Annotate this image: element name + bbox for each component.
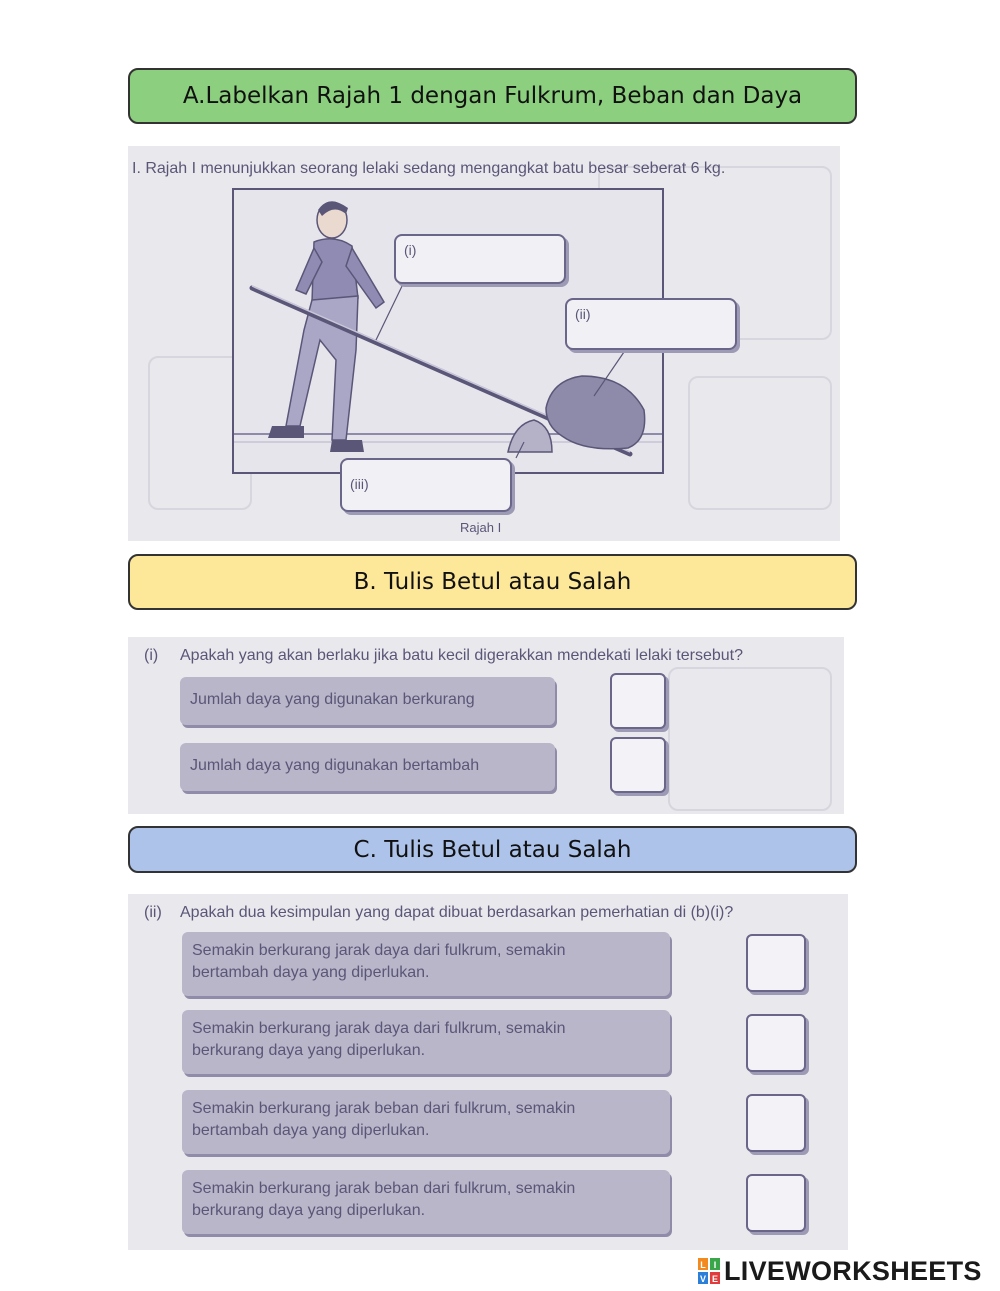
option-b-2-text: Jumlah daya yang digunakan bertambah xyxy=(190,757,480,774)
small-rock xyxy=(508,420,552,452)
answer-box-b-1[interactable] xyxy=(610,673,666,729)
option-c-2-line2: berkurang daya yang diperlukan. xyxy=(192,1042,426,1059)
answer-box-c-2[interactable] xyxy=(746,1014,806,1072)
label-box-iii[interactable] xyxy=(340,458,512,512)
diagram-question: I. Rajah I menunjukkan seorang lelaki sedang mengangkat batu besar seberat 6 kg. xyxy=(132,160,726,177)
option-c-3 xyxy=(182,1090,670,1154)
option-c-4 xyxy=(182,1170,670,1234)
option-c-4-line1: Semakin berkurang jarak beban dari fulkrum, semakin xyxy=(192,1180,576,1197)
option-b-1-text: Jumlah daya yang digunakan berkurang xyxy=(190,691,475,708)
option-c-1 xyxy=(182,932,670,996)
option-c-1-line2: bertambah daya yang diperlukan. xyxy=(192,964,430,981)
label-box-ii[interactable] xyxy=(565,298,737,350)
option-c-3-line1: Semakin berkurang jarak beban dari fulkrum, semakin xyxy=(192,1100,576,1117)
label-iii-text: (iii) xyxy=(350,476,369,492)
label-box-i[interactable] xyxy=(394,234,566,284)
label-ii-text: (ii) xyxy=(575,306,591,322)
option-c-2-line1: Semakin berkurang jarak daya dari fulkrum, semakin xyxy=(192,1020,566,1037)
answer-box-c-3[interactable] xyxy=(746,1094,806,1152)
section-b-banner xyxy=(128,554,857,610)
figure-caption: Rajah I xyxy=(460,520,502,535)
question-c-number: (ii) xyxy=(144,904,162,921)
answer-box-c-4[interactable] xyxy=(746,1174,806,1232)
section-c-title: C. Tulis Betul atau Salah xyxy=(353,836,632,863)
option-c-4-line2: berkurang daya yang diperlukan. xyxy=(192,1202,426,1219)
big-rock xyxy=(546,376,645,449)
label-i-text: (i) xyxy=(404,242,417,258)
man-figure xyxy=(268,201,384,452)
question-b-text: Apakah yang akan berlaku jika batu kecil digerakkan mendekati lelaki tersebut? xyxy=(180,647,744,664)
liveworksheets-logo[interactable] xyxy=(698,1256,982,1286)
option-c-2 xyxy=(182,1010,670,1074)
option-b-1 xyxy=(180,677,555,725)
section-c-banner xyxy=(128,826,857,873)
section-a-banner xyxy=(128,68,857,124)
logo-mark-icon xyxy=(698,1258,720,1284)
section-b-title: B. Tulis Betul atau Salah xyxy=(353,569,632,595)
logo-letter: E xyxy=(711,1274,719,1284)
section-a-title: A.Labelkan Rajah 1 dengan Fulkrum, Beban dan Daya xyxy=(182,83,803,109)
logo-letter: L xyxy=(700,1260,706,1270)
option-c-3-line2: bertambah daya yang diperlukan. xyxy=(192,1122,430,1139)
logo-letter: V xyxy=(699,1274,707,1284)
answer-box-c-1[interactable] xyxy=(746,934,806,992)
option-b-2 xyxy=(180,743,555,791)
question-b-panel xyxy=(128,637,844,814)
logo-letter: I xyxy=(713,1260,717,1270)
answer-box-b-2[interactable] xyxy=(610,737,666,793)
option-c-1-line1: Semakin berkurang jarak daya dari fulkrum, semakin xyxy=(192,942,566,959)
background-bleed xyxy=(688,376,832,510)
background-bleed xyxy=(668,667,832,811)
question-c-text: Apakah dua kesimpulan yang dapat dibuat berdasarkan pemerhatian di (b)(i)? xyxy=(180,904,734,921)
logo-text: LIVEWORKSHEETS xyxy=(724,1255,982,1286)
question-b-number: (i) xyxy=(144,647,159,664)
diagram-panel xyxy=(128,146,840,541)
question-c-panel xyxy=(128,894,848,1250)
